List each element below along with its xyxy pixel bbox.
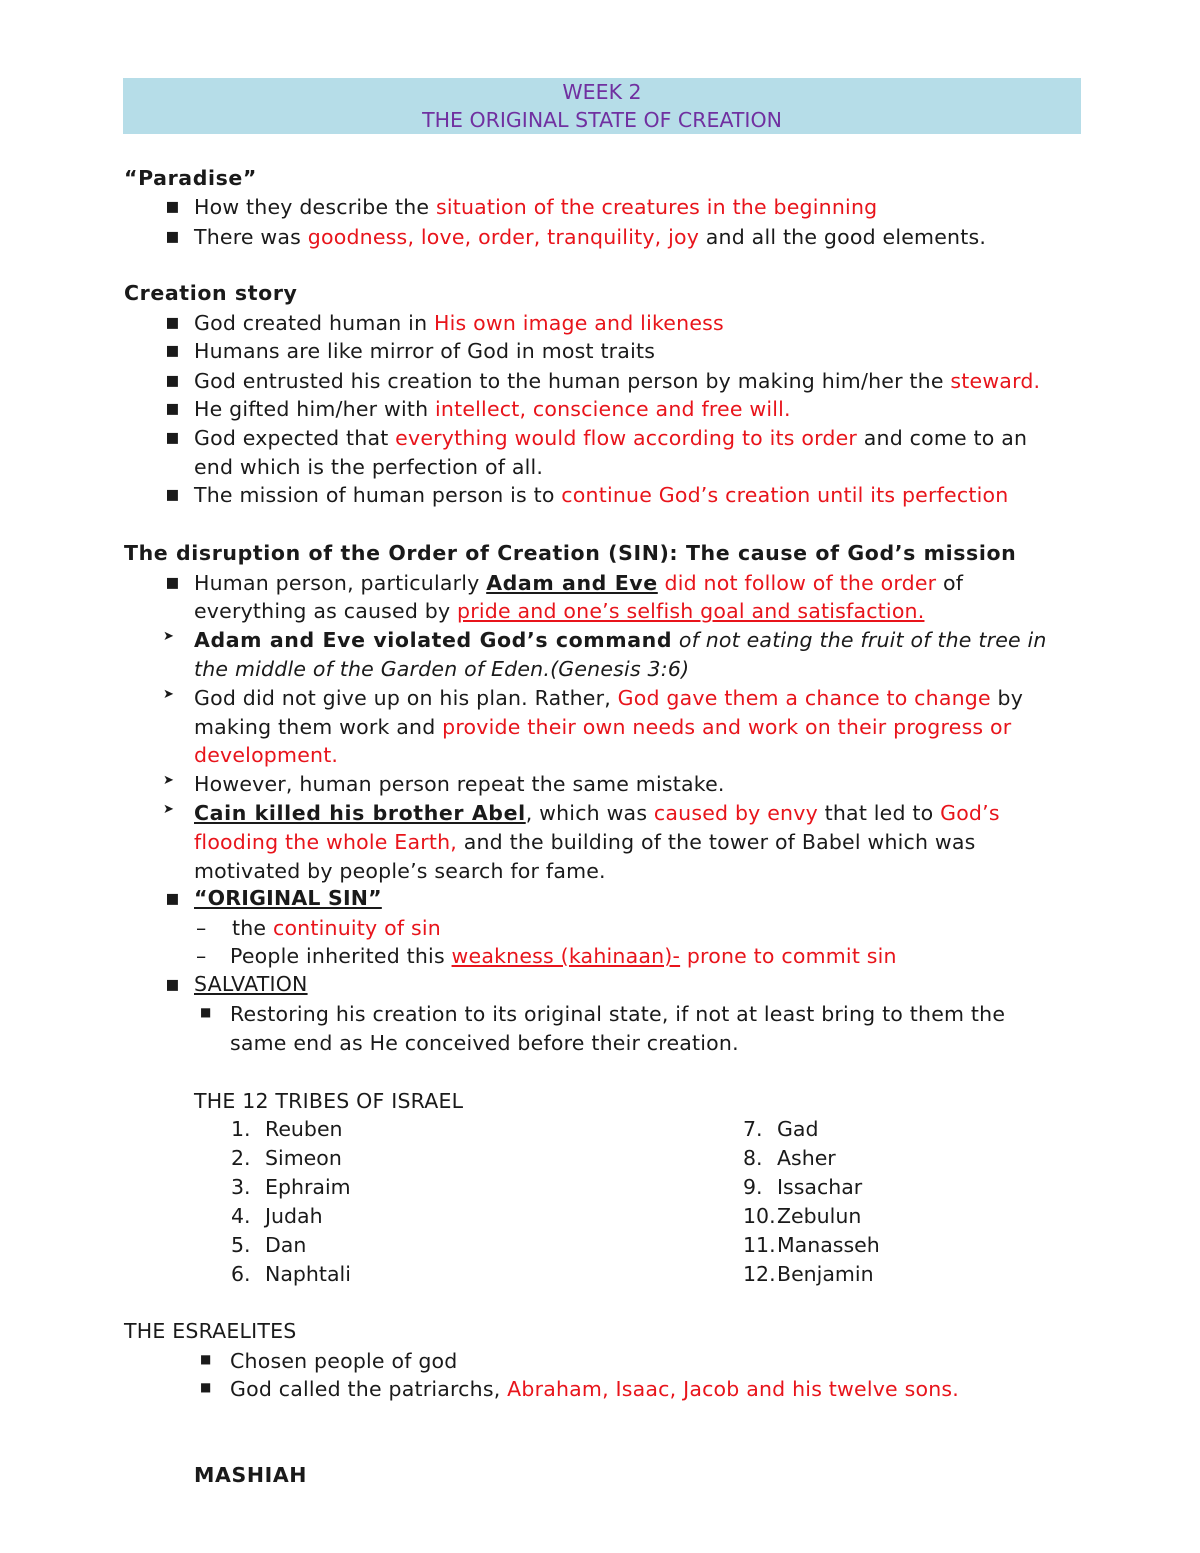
bullet-icon — [165, 888, 180, 910]
tribe-number: 12. — [743, 1262, 776, 1286]
disruption-bullet-5-cont2: motivated by people’s search for fame. — [194, 859, 606, 883]
esraelites-item-2: God called the patriarchs, Abraham, Isaac, Jacob and his twelve sons. — [230, 1377, 959, 1401]
tribe-name: Gad — [777, 1117, 819, 1141]
tribe-number: 1. — [231, 1117, 251, 1141]
creation-bullet-5-cont: end which is the perfection of all. — [194, 455, 544, 479]
creation-bullet-6: The mission of human person is to continue God’s creation until its perfection — [194, 483, 1009, 507]
creation-bullet-2: Humans are like mirror of God in most traits — [194, 339, 656, 363]
disruption-bullet-4: However, human person repeat the same mistake. — [194, 772, 725, 796]
title-banner — [123, 78, 1081, 134]
disruption-bullet-5: Cain killed his brother Abel, which was caused by envy that led to God’s — [194, 801, 1000, 825]
disruption-bullet-2: Adam and Eve violated God’s command of not eating the fruit of the tree in — [194, 628, 1047, 652]
disruption-bullet-5-cont: flooding the whole Earth, and the building of the tower of Babel which was — [194, 830, 976, 854]
small-square-bullet-icon: ■ — [200, 1352, 212, 1366]
small-square-bullet-icon: ■ — [200, 1380, 212, 1394]
bullet-icon — [165, 427, 180, 449]
disruption-bullet-3-cont: making them work and provide their own needs and work on their progress or — [194, 715, 1012, 739]
bullet-icon — [165, 484, 180, 506]
disruption-bullet-1-cont: everything as caused by pride and one’s selfish goal and satisfaction. — [194, 599, 925, 623]
tribe-name: Simeon — [265, 1146, 342, 1170]
tribe-name: Manasseh — [777, 1233, 880, 1257]
bullet-icon — [165, 398, 180, 420]
tribe-number: 9. — [743, 1175, 763, 1199]
tribe-number: 7. — [743, 1117, 763, 1141]
disruption-bullet-3: God did not give up on his plan. Rather, God gave them a chance to change by — [194, 686, 1024, 710]
bullet-icon — [165, 340, 180, 362]
section-heading-paradise: “Paradise” — [124, 166, 258, 190]
original-sin-item-1: the continuity of sin — [232, 916, 441, 940]
bullet-icon — [165, 370, 180, 392]
dash-icon: – — [196, 916, 207, 940]
tribe-name: Naphtali — [265, 1262, 351, 1286]
week-label: WEEK 2 — [562, 80, 642, 104]
arrow-bullet-icon: ➤ — [163, 802, 174, 817]
disruption-bullet-3-cont2: development. — [194, 743, 339, 767]
salvation-item-1-cont: same end as He conceived before their creation. — [230, 1031, 739, 1055]
paradise-bullet-1: How they describe the situation of the creatures in the beginning — [194, 195, 878, 219]
tribe-number: 11. — [743, 1233, 776, 1257]
disruption-bullet-2-cont: the middle of the Garden of Eden.(Genesis 3:6) — [194, 657, 690, 681]
arrow-bullet-icon: ➤ — [163, 629, 174, 644]
dash-icon: – — [196, 944, 207, 968]
tribe-name: Dan — [265, 1233, 307, 1257]
original-sin-item-2: People inherited this weakness (kahinaan)- prone to commit sin — [230, 944, 897, 968]
bullet-icon — [165, 312, 180, 334]
tribe-name: Benjamin — [777, 1262, 874, 1286]
section-heading-esraelites: THE ESRAELITES — [124, 1319, 297, 1343]
tribe-number: 8. — [743, 1146, 763, 1170]
section-heading-creation-story: Creation story — [124, 281, 298, 305]
section-heading-disruption: The disruption of the Order of Creation (SIN): The cause of God’s mission — [124, 541, 1017, 565]
creation-bullet-5: God expected that everything would flow according to its order and come to an — [194, 426, 1028, 450]
tribe-name: Reuben — [265, 1117, 343, 1141]
bullet-icon — [165, 196, 180, 218]
bullet-icon — [165, 226, 180, 248]
arrow-bullet-icon: ➤ — [163, 773, 174, 788]
section-heading-mashiah: MASHIAH — [194, 1463, 308, 1487]
paradise-bullet-2: There was goodness, love, order, tranquility, joy and all the good elements. — [194, 225, 987, 249]
creation-bullet-3: God entrusted his creation to the human person by making him/her the steward. — [194, 369, 1041, 393]
creation-bullet-4: He gifted him/her with intellect, conscience and free will. — [194, 397, 791, 421]
esraelites-item-1: Chosen people of god — [230, 1349, 458, 1373]
creation-bullet-1: God created human in His own image and likeness — [194, 311, 724, 335]
tribe-name: Zebulun — [777, 1204, 862, 1228]
tribe-number: 3. — [231, 1175, 251, 1199]
tribe-name: Ephraim — [265, 1175, 351, 1199]
salvation-label: SALVATION — [194, 972, 308, 996]
arrow-bullet-icon: ➤ — [163, 687, 174, 702]
tribe-number: 6. — [231, 1262, 251, 1286]
tribe-number: 5. — [231, 1233, 251, 1257]
tribe-name: Asher — [777, 1146, 836, 1170]
bullet-icon — [165, 974, 180, 996]
section-heading-tribes: THE 12 TRIBES OF ISRAEL — [194, 1089, 464, 1113]
tribe-name: Issachar — [777, 1175, 863, 1199]
tribe-number: 4. — [231, 1204, 251, 1228]
small-square-bullet-icon: ■ — [200, 1005, 212, 1019]
tribe-name: Judah — [265, 1204, 323, 1228]
tribe-number: 2. — [231, 1146, 251, 1170]
bullet-icon — [165, 572, 180, 594]
salvation-item-1: Restoring his creation to its original state, if not at least bring to them the — [230, 1002, 1006, 1026]
original-sin-label: “ORIGINAL SIN” — [194, 886, 382, 910]
tribe-number: 10. — [743, 1204, 776, 1228]
page-title: THE ORIGINAL STATE OF CREATION — [422, 108, 782, 132]
disruption-bullet-1: Human person, particularly Adam and Eve did not follow of the order of — [194, 571, 964, 595]
